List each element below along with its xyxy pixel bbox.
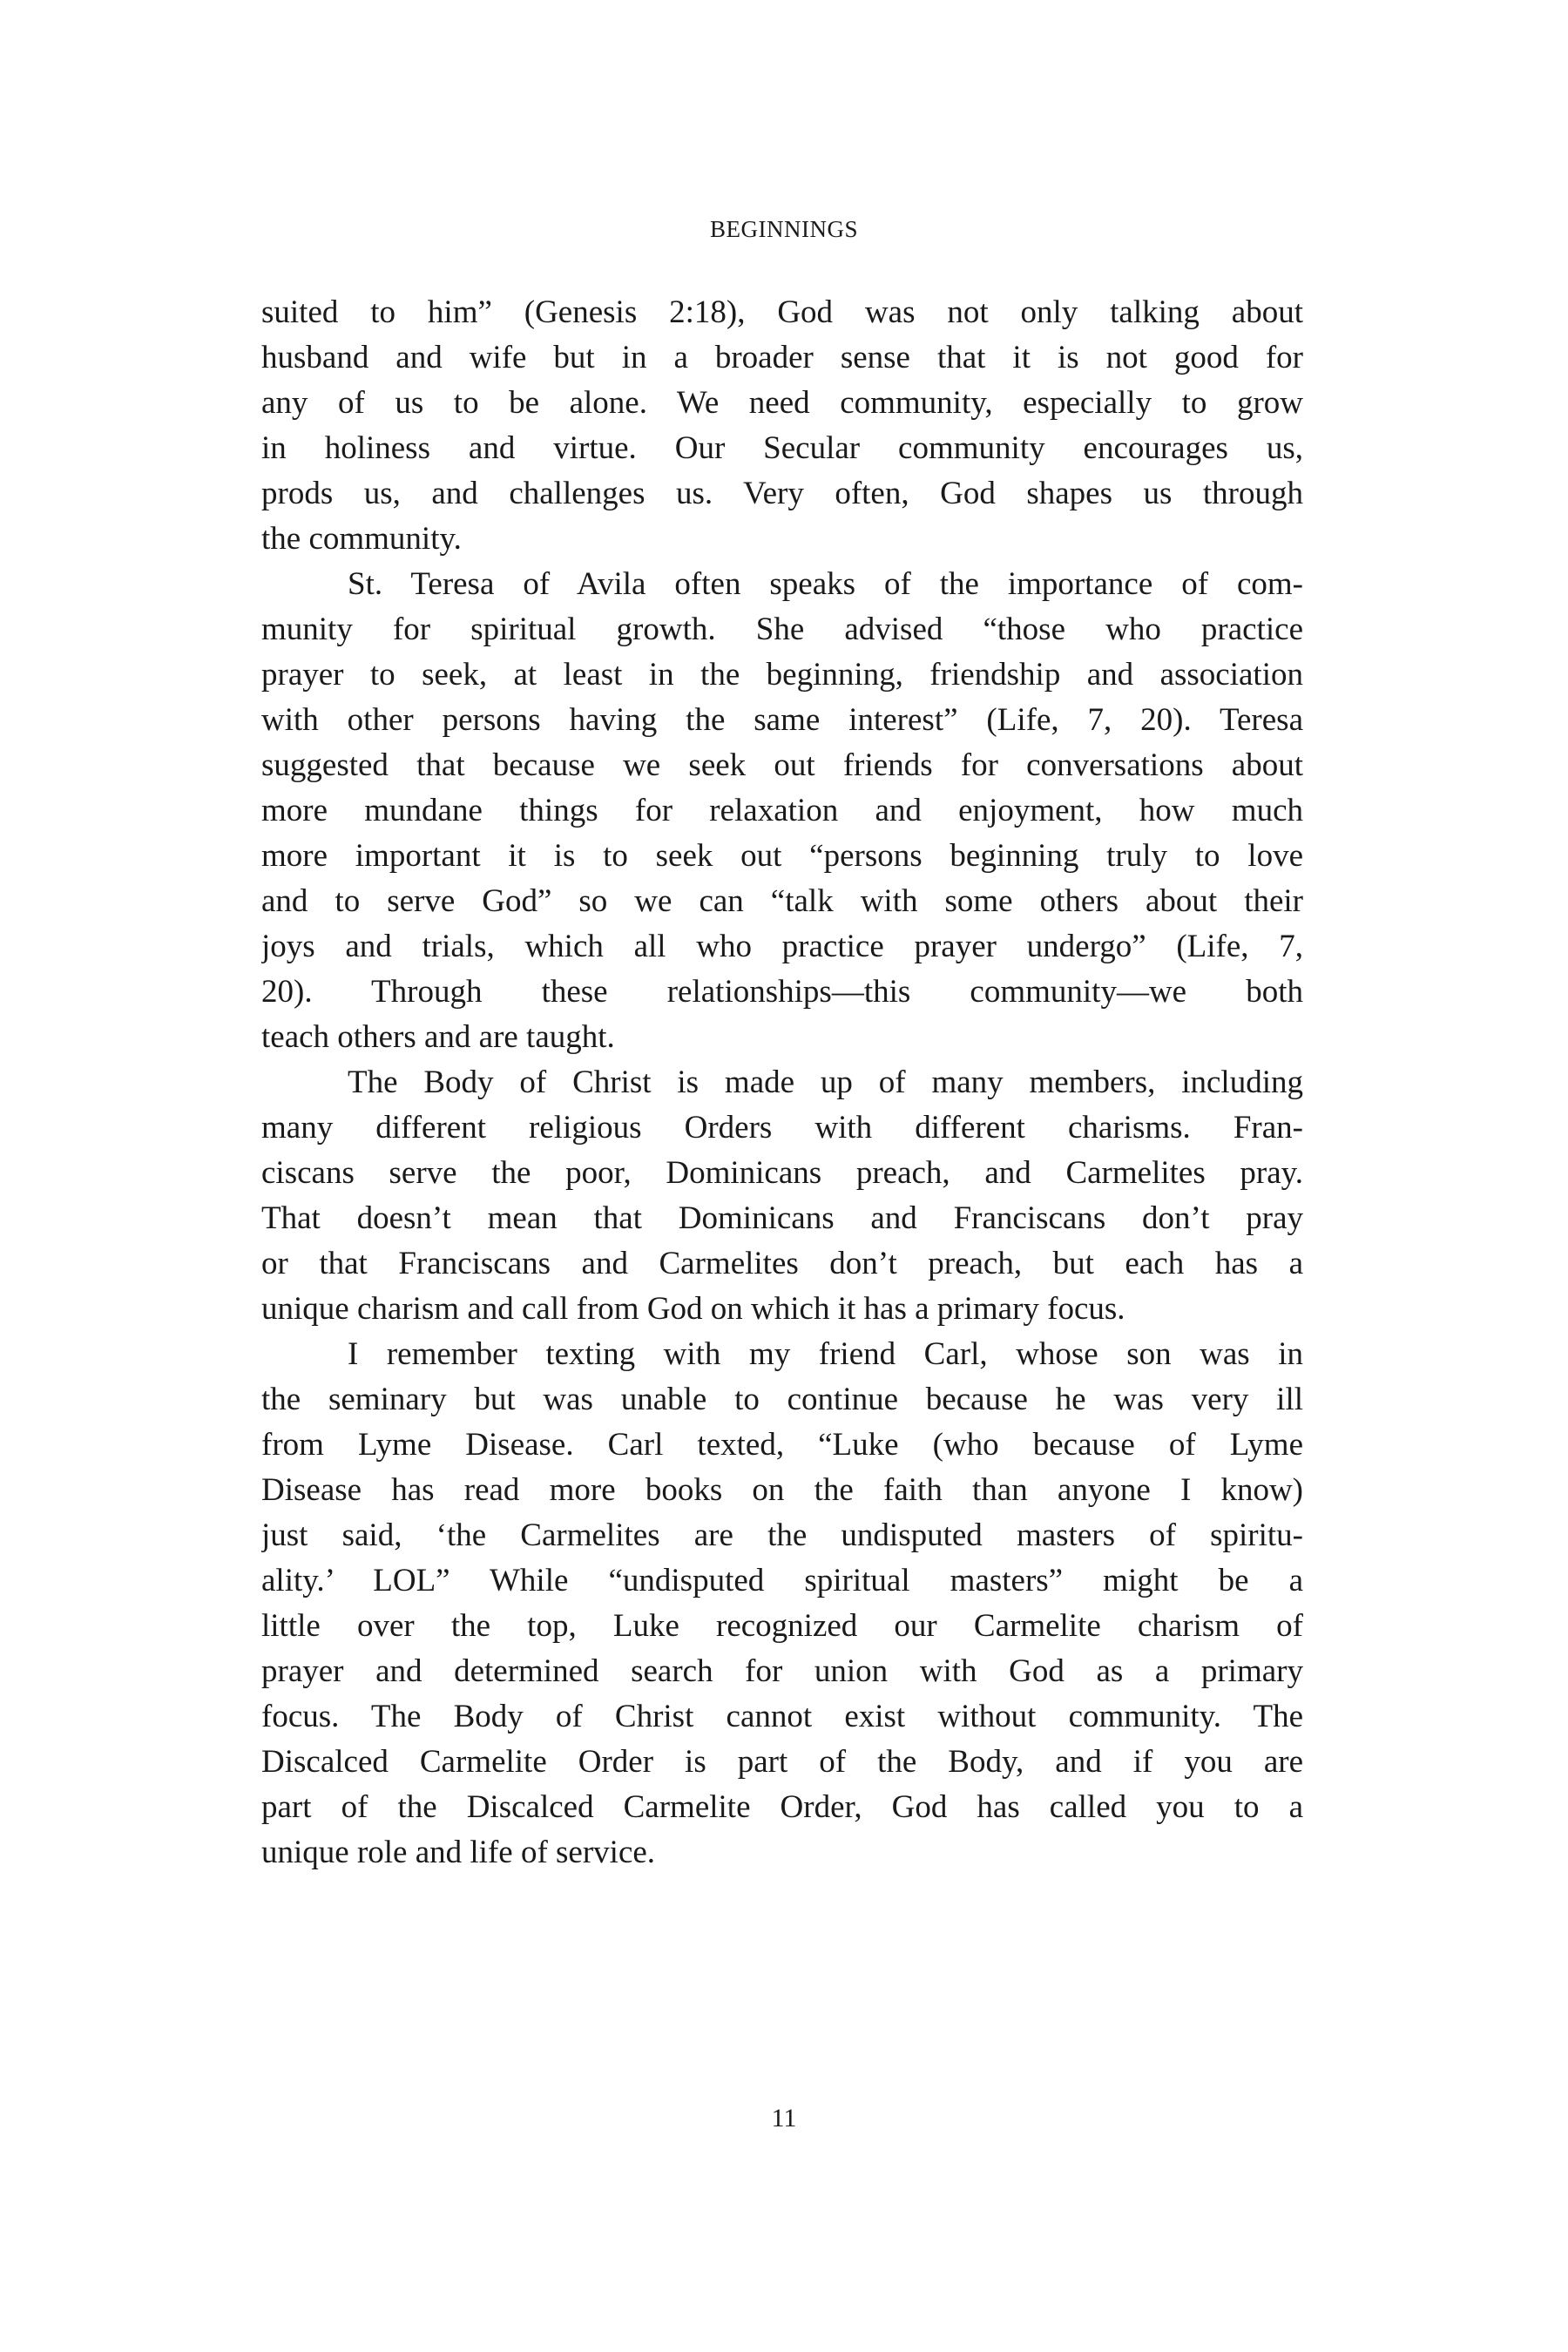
text-line: in holiness and virtue. Our Secular community encourages us, — [261, 430, 1303, 466]
text-line: from Lyme Disease. Carl texted, “Luke (who because of Lyme — [261, 1427, 1303, 1463]
text-line: more important it is to seek out “persons beginning truly to love — [261, 838, 1303, 874]
text-line: little over the top, Luke recognized our Carmelite charism of — [261, 1608, 1303, 1644]
text-line: I remember texting with my friend Carl, whose son was in — [348, 1336, 1303, 1372]
text-line: just said, ‘the Carmelites are the undisputed masters of spiritu- — [261, 1517, 1303, 1553]
paragraph — [261, 1332, 1303, 1876]
text-line: any of us to be alone. We need community, especially to grow — [261, 385, 1303, 421]
text-line: husband and wife but in a broader sense that it is not good for — [261, 340, 1303, 375]
text-line: part of the Discalced Carmelite Order, God has called you to a — [261, 1789, 1303, 1825]
text-line: St. Teresa of Avila often speaks of the importance of com- — [348, 566, 1303, 602]
paragraph — [261, 290, 1303, 562]
text-line: focus. The Body of Christ cannot exist without community. The — [261, 1699, 1303, 1734]
text-line: unique role and life of service. — [261, 1835, 656, 1870]
text-line: prayer and determined search for union with God as a primary — [261, 1653, 1303, 1689]
text-line: the seminary but was unable to continue because he was very ill — [261, 1382, 1303, 1417]
text-line: suited to him” (Genesis 2:18), God was not only talking about — [261, 294, 1303, 330]
text-line: and to serve God” so we can “talk with some others about their — [261, 883, 1303, 919]
paragraph — [261, 1060, 1303, 1332]
text-line: unique charism and call from God on which it has a primary focus. — [261, 1291, 1125, 1327]
text-line: with other persons having the same interest” (Life, 7, 20). Teresa — [261, 702, 1303, 738]
body-text — [261, 290, 1303, 1876]
text-line: The Body of Christ is made up of many members, including — [348, 1064, 1303, 1100]
text-line: ality.’ LOL” While “undisputed spiritual masters” might be a — [261, 1563, 1303, 1598]
text-line: ciscans serve the poor, Dominicans preach, and Carmelites pray. — [261, 1155, 1303, 1191]
text-line: Disease has read more books on the faith than anyone I know) — [261, 1472, 1303, 1508]
text-line: 20). Through these relationships—this community—we both — [261, 974, 1303, 1010]
text-line: prayer to seek, at least in the beginning, friendship and association — [261, 657, 1303, 693]
text-line: That doesn’t mean that Dominicans and Franciscans don’t pray — [261, 1200, 1303, 1236]
paragraph — [261, 562, 1303, 1060]
text-line: joys and trials, which all who practice prayer undergo” (Life, 7, — [261, 929, 1303, 964]
text-line: more mundane things for relaxation and enjoyment, how much — [261, 793, 1303, 828]
running-head: BEGINNINGS — [710, 216, 858, 242]
text-line: prods us, and challenges us. Very often, God shapes us through — [261, 476, 1303, 511]
text-line: suggested that because we seek out friends for conversations about — [261, 747, 1303, 783]
text-line: the community. — [261, 521, 462, 557]
text-line: teach others and are taught. — [261, 1019, 615, 1055]
text-line: Discalced Carmelite Order is part of the Body, and if you are — [261, 1744, 1303, 1780]
text-line: munity for spiritual growth. She advised “those who practice — [261, 612, 1303, 647]
text-line: or that Franciscans and Carmelites don’t preach, but each has a — [261, 1246, 1303, 1281]
text-line: many different religious Orders with different charisms. Fran- — [261, 1110, 1303, 1146]
page-number: 11 — [771, 2104, 797, 2132]
